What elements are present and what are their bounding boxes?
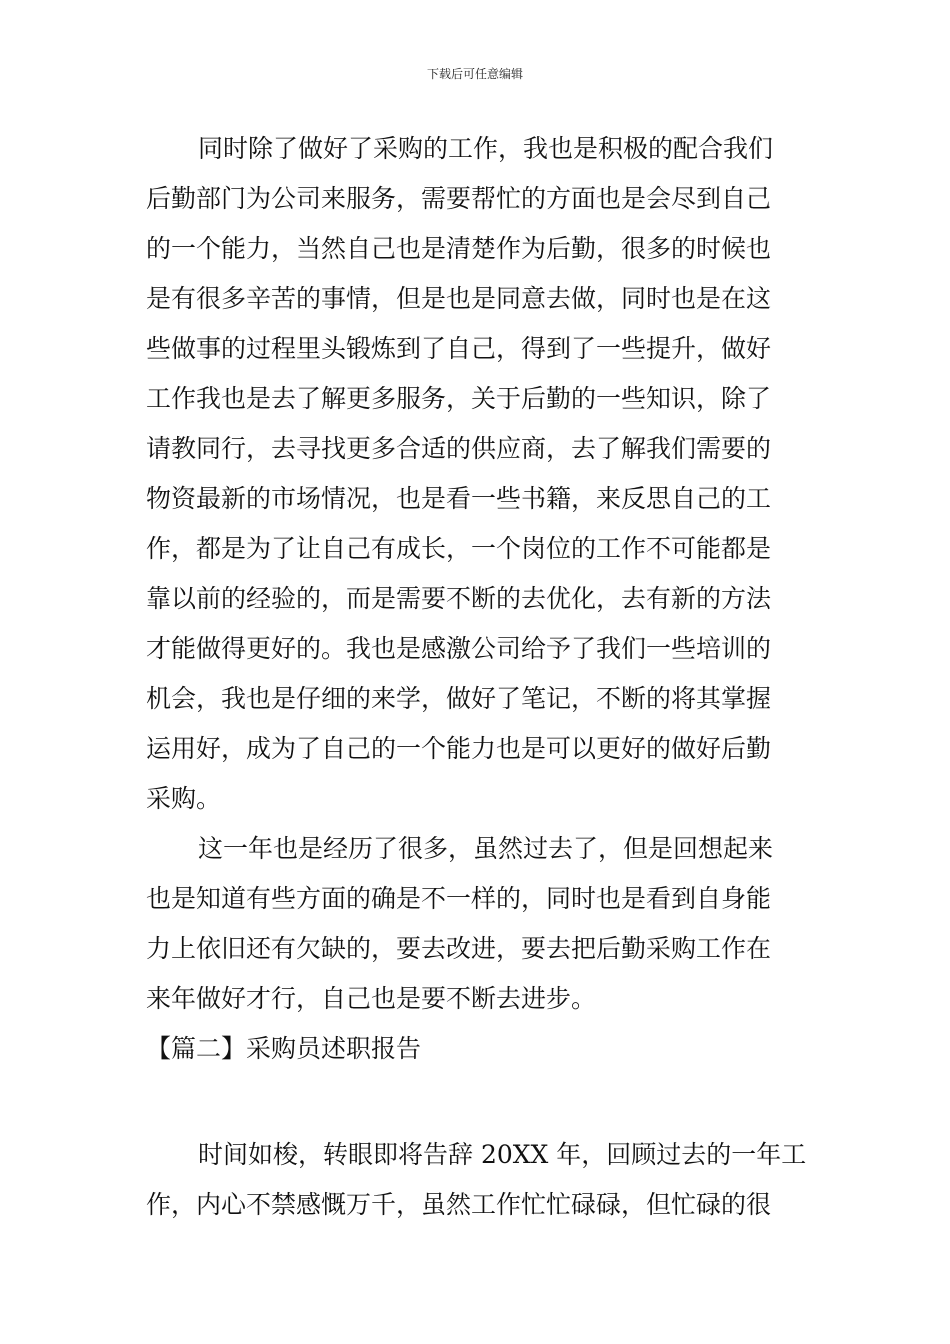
page-header: 下载后可任意编辑 (426, 67, 523, 81)
text-line: 这一年也是经历了很多，虽然过去了，但是回想起来 (198, 834, 774, 863)
text-line: 作，都是为了让自己有成长，一个岗位的工作不可能都是 (146, 534, 772, 563)
text-line: 时间如梭，转眼即将告辞 20XX 年，回顾过去的一年工 (198, 1140, 807, 1169)
text-line: 来年做好才行，自己也是要不断去进步。 (146, 984, 597, 1013)
text-line: 些做事的过程里头锻炼到了自己，得到了一些提升，做好 (146, 334, 772, 363)
text-line: 采购。 (146, 784, 222, 813)
text-line: 运用好，成为了自己的一个能力也是可以更好的做好后勤 (146, 734, 772, 763)
text-line: 工作我也是去了解更多服务，关于后勤的一些知识，除了 (146, 384, 772, 413)
paragraph-procurement-support (146, 124, 808, 824)
document-body (146, 124, 808, 1230)
paragraph-time-flies (146, 1130, 808, 1230)
text-line: 作，内心不禁感慨万千，虽然工作忙忙碌碌，但忙碌的很 (146, 1190, 772, 1219)
paragraph-year-review (146, 824, 808, 1024)
section-heading: 【篇二】采购员述职报告 (146, 1034, 422, 1063)
text-line: 力上依旧还有欠缺的，要去改进，要去把后勤采购工作在 (146, 934, 772, 963)
text-line: 靠以前的经验的，而是需要不断的去优化，去有新的方法 (146, 584, 772, 613)
text-line: 的一个能力，当然自己也是清楚作为后勤，很多的时候也 (146, 234, 772, 263)
blank-spacer (146, 1074, 808, 1130)
text-line: 物资最新的市场情况，也是看一些书籍，来反思自己的工 (146, 484, 772, 513)
text-line: 同时除了做好了采购的工作，我也是积极的配合我们 (198, 134, 774, 163)
text-line: 也是知道有些方面的确是不一样的，同时也是看到自身能 (146, 884, 772, 913)
text-line: 后勤部门为公司来服务，需要帮忙的方面也是会尽到自己 (146, 184, 772, 213)
text-line: 是有很多辛苦的事情，但是也是同意去做，同时也是在这 (146, 284, 772, 313)
text-line: 才能做得更好的。我也是感激公司给予了我们一些培训的 (146, 634, 772, 663)
text-line: 请教同行，去寻找更多合适的供应商，去了解我们需要的 (146, 434, 772, 463)
text-line: 机会，我也是仔细的来学，做好了笔记，不断的将其掌握 (146, 684, 772, 713)
